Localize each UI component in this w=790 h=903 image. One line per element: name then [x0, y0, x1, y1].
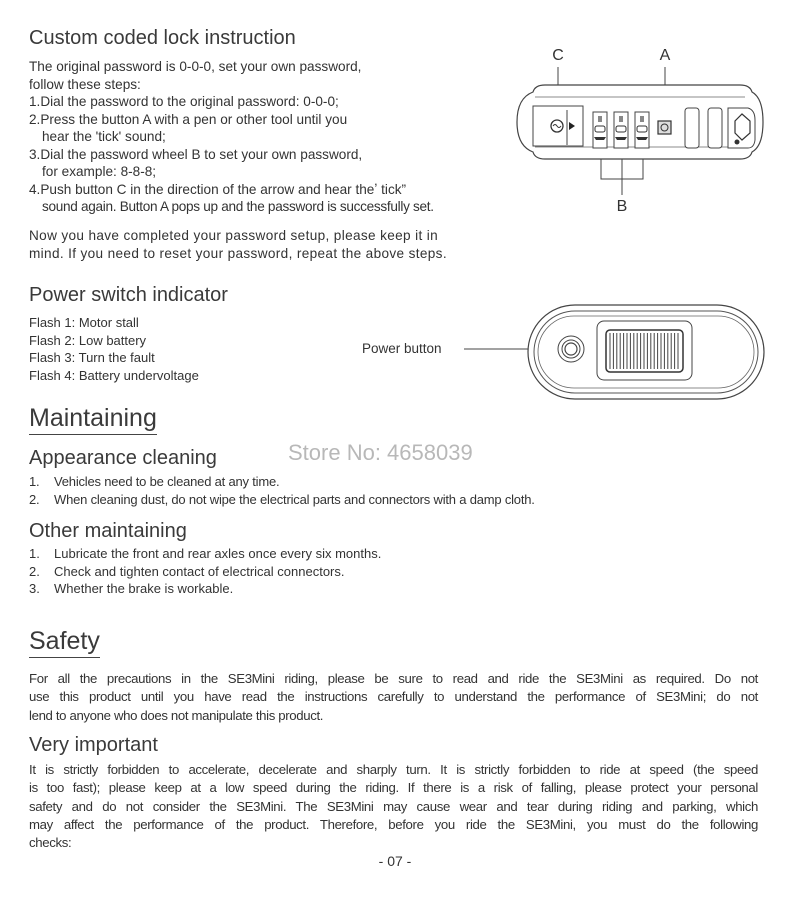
flash-item: Flash 3: Turn the fault [29, 350, 155, 365]
lock-line: The original password is 0-0-0, set your own password, [29, 59, 362, 74]
lock-step-4-cont: sound again. Button A pops up and the password is successfully set. [42, 199, 434, 214]
lock-step-3: 3.Dial the password wheel B to set your own password, [29, 146, 363, 162]
lock-step-4: 4.Push button C in the direction of the arrow and hear theʼ tick” [29, 181, 407, 197]
lock-step-2: 2.Press the button A with a pen or other tool until you [29, 111, 348, 127]
password-wheels [593, 112, 649, 148]
flash-list [29, 314, 199, 384]
lock-summary [29, 227, 447, 262]
list-item: 1. Vehicles need to be cleaned at any time. [29, 474, 280, 489]
list-item: 1. Lubricate the front and rear axles once every six months. [29, 546, 382, 561]
other-maintaining-title: Other maintaining [29, 520, 187, 542]
appearance-cleaning-list [29, 473, 535, 508]
safety-text [29, 670, 758, 725]
important-line: checks: [29, 835, 72, 851]
label-c: C [552, 47, 564, 64]
store-watermark: Store No: 4658039 [288, 440, 473, 465]
lock-summary-line: Now you have completed your password setup, please keep it in [29, 228, 438, 243]
safety-line: lend to anyone who does not manipulate this product. [29, 707, 324, 723]
other-maintaining-list [29, 545, 381, 598]
power-button-label: Power button [362, 341, 442, 356]
lock-line: follow these steps: [29, 76, 141, 92]
label-a: A [659, 47, 671, 64]
important-line: safety and do not consider the SE3Mini. The SE3Mini may cause wear and tear during riding and parking, which [29, 798, 758, 814]
flash-item: Flash 1: Motor stall [29, 315, 139, 330]
safety-title: Safety [29, 627, 100, 658]
lock-step-1: 1.Dial the password to the original password: 0-0-0; [29, 94, 339, 109]
lock-step-3-cont: for example: 8-8-8; [42, 164, 157, 179]
list-item: 3. Whether the brake is workable. [29, 581, 234, 596]
lock-instructions [29, 58, 434, 216]
important-line: may affect the performance of the product. Therefore, before you ride the SE3Mini, you must do the following [29, 816, 758, 832]
flash-item: Flash 4: Battery undervoltage [29, 367, 199, 383]
important-line: is too fast); please keep at a low speed during the riding. If there is a risk of falling, please protect your personal [29, 780, 758, 796]
lock-section-title: Custom coded lock instruction [29, 27, 296, 49]
safety-line: use this product until you have read the instructions carefully to understand the performance of SE3Mini; do not [29, 689, 758, 705]
list-item: 2. When cleaning dust, do not wipe the electrical parts and connectors with a damp cloth. [29, 491, 535, 507]
very-important-text [29, 761, 758, 852]
button-a [658, 121, 671, 134]
maintaining-title: Maintaining [29, 404, 157, 435]
safety-line: For all the precautions in the SE3Mini riding, please be sure to read and ride the SE3Mini as required. Do not [29, 671, 758, 686]
appearance-cleaning-title: Appearance cleaning [29, 447, 217, 469]
important-line: It is strictly forbidden to accelerate, decelerate and sharply turn. It is strictly forbidden to ride at speed (the speed [29, 762, 758, 777]
flash-item: Flash 2: Low battery [29, 332, 147, 348]
lock-summary-line: mind. If you need to reset your password, repeat the above steps. [29, 245, 447, 261]
list-item: 2. Check and tighten contact of electrical connectors. [29, 563, 345, 579]
page-number: - 07 - [378, 853, 412, 869]
label-b: B [616, 198, 628, 215]
lock-diagram [505, 40, 780, 220]
power-section-title: Power switch indicator [29, 284, 228, 306]
very-important-title: Very important [29, 734, 158, 756]
lock-step-2-cont: hear the 'tick' sound; [42, 129, 166, 144]
power-diagram [460, 300, 770, 405]
button-c [533, 106, 583, 146]
